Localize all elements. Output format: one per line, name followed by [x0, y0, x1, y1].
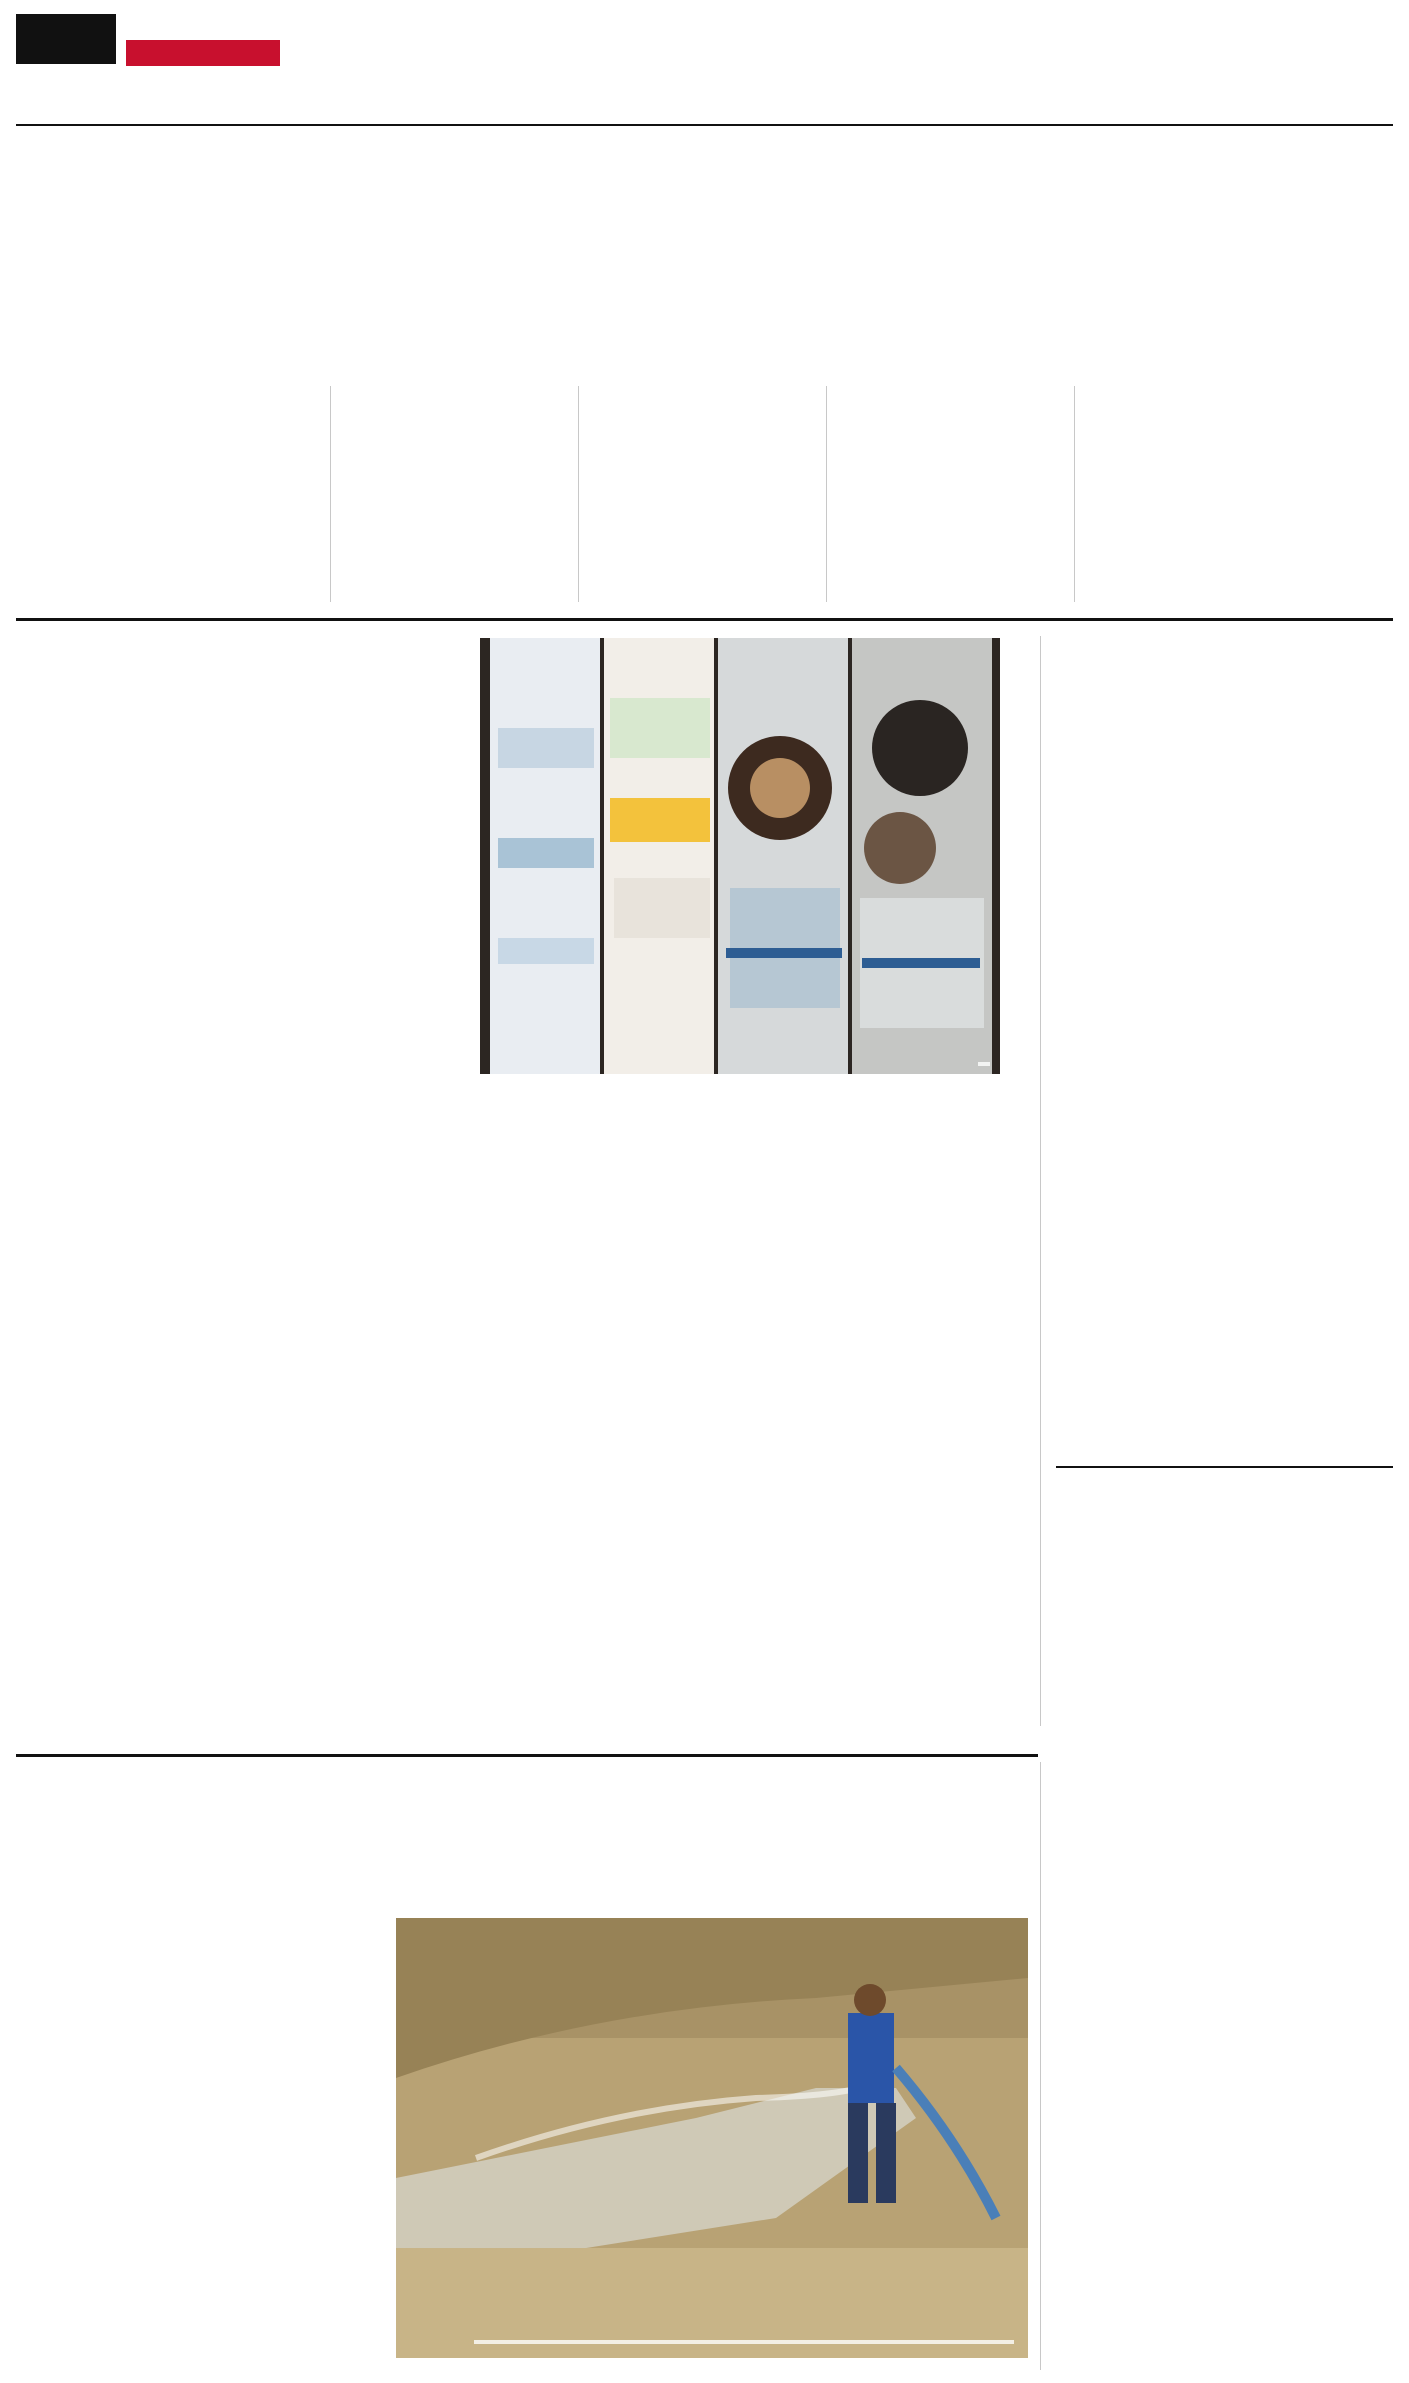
- story2-sec1-col-2: [390, 1126, 682, 1324]
- masthead-rule: [16, 124, 1393, 126]
- story2-sec3-col-3: [704, 1600, 992, 1740]
- paper-cups-illustration: [480, 638, 1000, 1074]
- column-rule: [578, 386, 579, 602]
- story4-body: [1062, 1590, 1384, 2372]
- column-rule: [826, 386, 827, 602]
- story2-sec2-col-2: [390, 1356, 682, 1554]
- section-tag: [126, 40, 280, 66]
- story2-lead: [40, 928, 460, 1070]
- story2-sec3-col-2: [390, 1600, 682, 1740]
- story1-col-3: [586, 384, 818, 606]
- drought-photo-caption: [474, 2340, 1014, 2344]
- story-divider: [1056, 1466, 1393, 1468]
- story2-sec2-col-3: [704, 1356, 992, 1554]
- column-rule: [330, 386, 331, 602]
- story-divider: [16, 1754, 1038, 1757]
- drought-farm-illustration: [396, 1918, 1028, 2358]
- story2-sec1-col-1: [96, 1126, 368, 1324]
- column-rule: [1040, 636, 1041, 1726]
- paper-cups-caption: [978, 1062, 990, 1066]
- story2-sec2-col-1: [96, 1356, 368, 1554]
- column-rule: [1074, 386, 1075, 602]
- story-divider: [16, 618, 1393, 621]
- paper-cups-photo: [480, 638, 1000, 1074]
- page-number: [16, 14, 116, 64]
- story1-col-1: [90, 384, 322, 606]
- story2-sec1-col-3: [704, 1126, 992, 1324]
- story1-col-5: [1082, 384, 1314, 606]
- story3-body: [1062, 786, 1384, 1482]
- story5-col-1: [36, 1906, 380, 2372]
- story1-col-4: [834, 384, 1066, 606]
- column-rule: [1040, 1762, 1041, 2370]
- story1-col-2: [338, 384, 570, 606]
- story2-sec3-col-1: [96, 1600, 368, 1740]
- drought-farm-photo: [396, 1918, 1028, 2358]
